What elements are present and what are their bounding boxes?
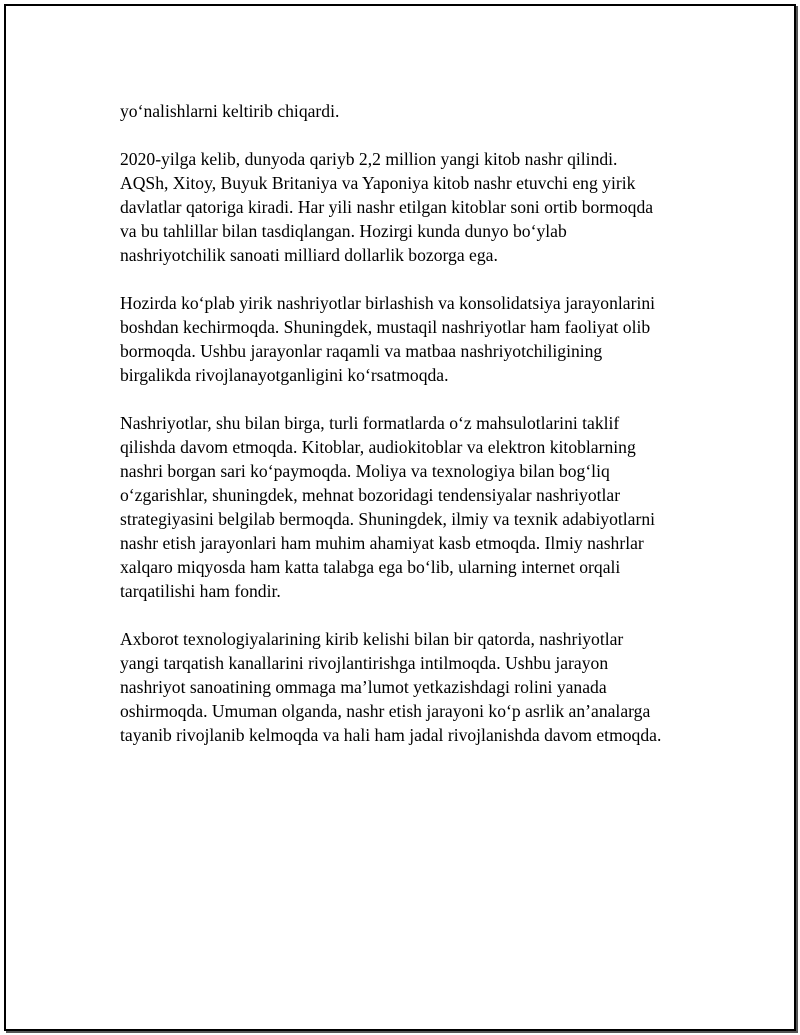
text-line: yoʻnalishlarni keltirib chiqardi. [120, 101, 340, 121]
text-line: Hozirda koʻplab yirik nashriyotlar birlashish va konsolidatsiya jarayonlarini [120, 293, 656, 313]
text-line: strategiyasini belgilab bermoqda. Shuningdek, ilmiy va texnik adabiyotlarni [120, 509, 656, 529]
text-line: 2020-yilga kelib, dunyoda qariyb 2,2 million yangi kitob nashr qilindi. [120, 149, 618, 169]
paragraph-2 [120, 147, 700, 267]
text-line: yangi tarqatish kanallarini rivojlantirishga intilmoqda. Ushbu jarayon [120, 653, 609, 673]
paragraph-5 [120, 627, 700, 747]
paragraph-1 [120, 99, 700, 123]
text-line: va bu tahlillar bilan tasdiqlangan. Hozirgi kunda dunyo boʻylab [120, 221, 567, 241]
text-line: xalqaro miqyosda ham katta talabga ega boʻlib, ularning internet orqali [120, 557, 621, 577]
text-line: nashr etish jarayonlari ham muhim ahamiyat kasb etmoqda. Ilmiy nashrlar [120, 533, 644, 553]
text-line: AQSh, Xitoy, Buyuk Britaniya va Yaponiya kitob nashr etuvchi eng yirik [120, 173, 636, 193]
document-body [120, 99, 700, 771]
text-line: nashri borgan sari koʻpaymoqda. Moliya va texnologiya bilan bogʻliq [120, 461, 610, 481]
text-line: nashriyot sanoatining ommaga maʼlumot yetkazishdagi rolini yanada [120, 677, 607, 697]
paragraph-4 [120, 411, 700, 603]
text-line: Nashriyotlar, shu bilan birga, turli formatlarda oʻz mahsulotlarini taklif [120, 413, 620, 433]
text-line: tayanib rivojlanib kelmoqda va hali ham jadal rivojlanishda davom etmoqda. [120, 725, 662, 745]
text-line: bormoqda. Ushbu jarayonlar raqamli va matbaa nashriyotchiligining [120, 341, 603, 361]
text-line: qilishda davom etmoqda. Kitoblar, audiokitoblar va elektron kitoblarning [120, 437, 636, 457]
text-line: Axborot texnologiyalarining kirib kelishi bilan bir qatorda, nashriyotlar [120, 629, 624, 649]
document-page [4, 4, 796, 1031]
text-line: davlatlar qatoriga kiradi. Har yili nashr etilgan kitoblar soni ortib bormoqda [120, 197, 654, 217]
text-line: oʻzgarishlar, shuningdek, mehnat bozoridagi tendensiyalar nashriyotlar [120, 485, 621, 505]
paragraph-3 [120, 291, 700, 387]
text-line: tarqatilishi ham fondir. [120, 581, 281, 601]
text-line: nashriyotchilik sanoati milliard dollarlik bozorga ega. [120, 245, 498, 265]
text-line: birgalikda rivojlanayotganligini koʻrsatmoqda. [120, 365, 449, 385]
text-line: oshirmoqda. Umuman olganda, nashr etish jarayoni koʻp asrlik anʼanalarga [120, 701, 651, 721]
text-line: boshdan kechirmoqda. Shuningdek, mustaqil nashriyotlar ham faoliyat olib [120, 317, 651, 337]
